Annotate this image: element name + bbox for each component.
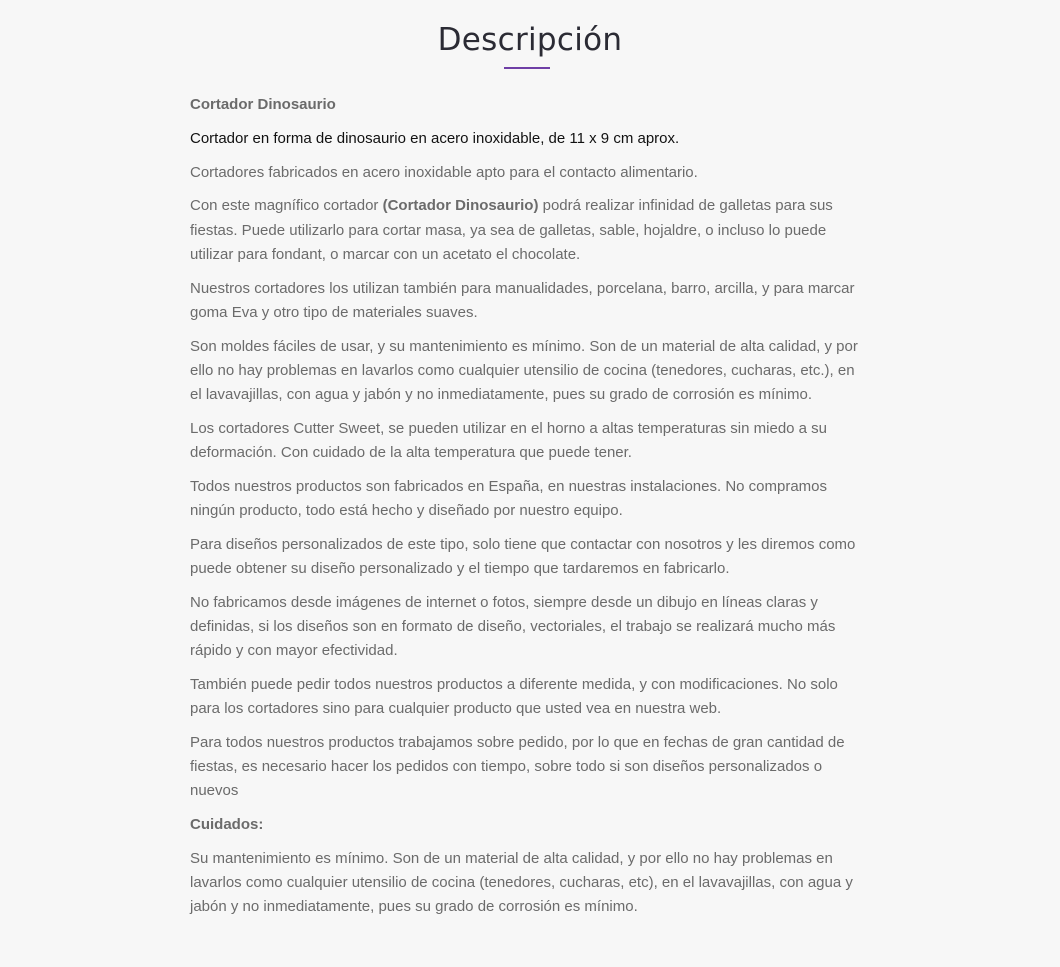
paragraph-crafts: Nuestros cortadores los utilizan también para manualidades, porcelana, barro, arcilla, y para marcar goma Eva y otro tipo de materiales suaves. [190, 279, 855, 321]
description-content [190, 93, 862, 929]
paragraph-uses-start: Con este magnífico cortador [190, 197, 383, 215]
paragraph-orders: Para todos nuestros productos trabajamos sobre pedido, por lo que en fechas de gran cantidad de fiestas, es necesario hacer los pedidos con tiempo, sobre todo si son diseños personalizados o nuevos [190, 734, 845, 800]
paragraph-custom-designs: Para diseños personalizados de este tipo, solo tiene que contactar con nosotros y les diremos como puede obtener su diseño personalizado y el tiempo que tardaremos en fabricarlo. [190, 535, 856, 577]
product-summary: Cortador en forma de dinosaurio en acero inoxidable, de 11 x 9 cm aprox. [190, 129, 680, 147]
care-heading-text: Cuidados: [190, 816, 264, 834]
page-title: Descripción [437, 22, 623, 58]
paragraph-images: No fabricamos desde imágenes de internet o fotos, siempre desde un dibujo en líneas claras y definidas, si los diseños son en formato de diseño, vectoriales, el trabajo se realizará mucho más rápido y con mayor efectividad. [190, 593, 836, 660]
care-heading [190, 813, 862, 837]
paragraph-care: Su mantenimiento es mínimo. Son de un material de alta calidad, y por ello no hay problemas en lavarlos como cualquier utensilio de cocina (tenedores, cucharas, etc), en el lavavajillas, con agua y jabón y no inmediatamente, pues su grado de corrosión es mínimo. [190, 850, 853, 916]
paragraph-maintenance: Son moldes fáciles de usar, y su mantenimiento es mínimo. Son de un material de alta calidad, y por ello no hay problemas en lavarlos como cualquier utensilio de cocina (tenedores, cucharas, etc.), en el lavavajillas, con agua y jabón y no inmediatamente, pues su grado de corrosión es mínimo. [190, 337, 858, 403]
product-name-bold: (Cortador Dinosaurio) [382, 197, 539, 215]
paragraph-sizes: También puede pedir todos nuestros productos a diferente medida, y con modificaciones. No solo para los cortadores sino para cualquier producto que usted vea en nuestra web. [190, 676, 838, 718]
paragraph-oven: Los cortadores Cutter Sweet, se pueden utilizar en el horno a altas temperaturas sin miedo a su deformación. Con cuidado de la alta temperatura que puede tener. [190, 419, 828, 461]
paragraph-uses [190, 194, 862, 267]
title-underline [504, 67, 550, 69]
paragraph-made-in-spain: Todos nuestros productos son fabricados en España, en nuestras instalaciones. No compramos ningún producto, todo está hecho y diseñado por nuestro equipo. [190, 477, 828, 519]
paragraph-uses-end: podrá realizar infinidad de galletas para sus fiestas. Puede utilizarlo para cortar masa, ya sea de galletas, sable, hojaldre, o incluso lo puede utilizar para fondant, o marcar con un acetato el chocolate. [190, 197, 833, 263]
product-name: Cortador Dinosaurio [190, 96, 336, 113]
paragraph-material: Cortadores fabricados en acero inoxidable apto para el contacto alimentario. [190, 163, 698, 181]
